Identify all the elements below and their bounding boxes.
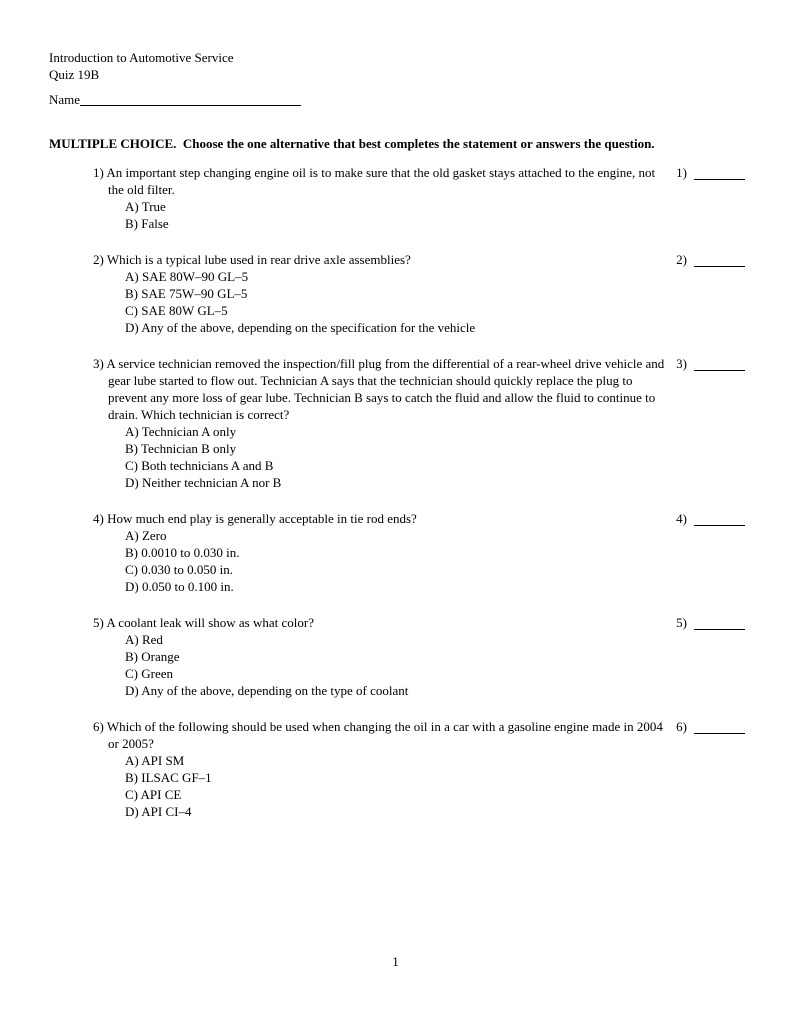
answer-number: 6) (676, 719, 687, 734)
question-number: 2) (93, 252, 104, 267)
question-block-5 (49, 614, 745, 699)
answer-number: 3) (676, 356, 687, 371)
question-main (93, 614, 671, 699)
choice-item: D) API CI–4 (125, 804, 192, 819)
answer-slot (676, 164, 745, 181)
choice-item: D) 0.050 to 0.100 in. (125, 579, 234, 594)
choice-item: A) True (125, 199, 166, 214)
name-row (49, 91, 745, 108)
choice-item: A) Red (125, 632, 163, 647)
name-label: Name (49, 92, 81, 107)
choice-item: B) 0.0010 to 0.030 in. (125, 545, 240, 560)
answer-slot (676, 251, 745, 268)
choice-item: A) Zero (125, 528, 167, 543)
question-text: A service technician removed the inspection/fill plug from the differential of a rear-wheel drive vehicle and gear lube started to flow out. Technician A says that the technician should quickly replace the plug to prevent any more loss of gear lube. Technician B says to catch the fluid and allow the fluid to continue to drain. Which technician is correct? (106, 356, 665, 422)
choice-item: C) 0.030 to 0.050 in. (125, 562, 233, 577)
question-head (93, 355, 671, 423)
answer-number: 1) (676, 165, 687, 180)
question-text: Which is a typical lube used in rear drive axle assemblies? (106, 252, 411, 267)
choice-item: A) Technician A only (125, 424, 237, 439)
section-instructions: MULTIPLE CHOICE. Choose the one alternative that best completes the statement or answers the question. (49, 136, 655, 151)
question-number: 3) (93, 356, 104, 371)
question-block-2 (49, 251, 745, 336)
choice-item: A) API SM (125, 753, 185, 768)
choice-item: B) False (125, 216, 169, 231)
answer-slot (676, 355, 745, 372)
answer-blank-line (694, 170, 745, 180)
question-text: An important step changing engine oil is to make sure that the old gasket stays attached to the engine, not the old filter. (106, 165, 656, 197)
choice-item: C) Both technicians A and B (125, 458, 274, 473)
questions-list (49, 164, 745, 820)
question-head (93, 718, 671, 752)
question-main (93, 251, 671, 336)
name-blank-line (80, 94, 301, 106)
choice-item: C) API CE (125, 787, 182, 802)
question-block-3 (49, 355, 745, 491)
question-text: Which of the following should be used when changing the oil in a car with a gasoline engine made in 2004 or 2005? (106, 719, 663, 751)
choices-list (125, 198, 671, 232)
answer-number: 5) (676, 615, 687, 630)
question-head (93, 510, 671, 527)
answer-blank-line (694, 516, 745, 526)
choice-item: A) SAE 80W–90 GL–5 (125, 269, 249, 284)
answer-slot (676, 510, 745, 527)
choice-item: B) Technician B only (125, 441, 237, 456)
question-block-4 (49, 510, 745, 595)
question-main (93, 510, 671, 595)
question-main (93, 355, 671, 491)
choices-list (125, 527, 671, 595)
question-number: 4) (93, 511, 104, 526)
question-head (93, 164, 671, 198)
choices-list (125, 631, 671, 699)
choice-item: C) SAE 80W GL–5 (125, 303, 228, 318)
question-main (93, 164, 671, 232)
question-main (93, 718, 671, 820)
answer-slot (676, 718, 745, 735)
answer-blank-line (694, 257, 745, 267)
choices-list (125, 268, 671, 336)
course-title: Introduction to Automotive Service (49, 50, 234, 65)
choices-list (125, 423, 671, 491)
question-text: A coolant leak will show as what color? (106, 615, 314, 630)
choice-item: B) SAE 75W–90 GL–5 (125, 286, 248, 301)
answer-number: 4) (676, 511, 687, 526)
choices-list (125, 752, 671, 820)
question-number: 6) (93, 719, 104, 734)
answer-blank-line (694, 620, 745, 630)
choice-item: B) Orange (125, 649, 180, 664)
choice-item: D) Any of the above, depending on the type of coolant (125, 683, 409, 698)
question-number: 5) (93, 615, 104, 630)
quiz-number: Quiz 19B (49, 67, 100, 82)
answer-number: 2) (676, 252, 687, 267)
choice-item: D) Any of the above, depending on the specification for the vehicle (125, 320, 476, 335)
answer-blank-line (694, 361, 745, 371)
choice-item: B) ILSAC GF–1 (125, 770, 212, 785)
question-head (93, 614, 671, 631)
question-head (93, 251, 671, 268)
question-block-6 (49, 718, 745, 820)
choice-item: D) Neither technician A nor B (125, 475, 282, 490)
question-text: How much end play is generally acceptable in tie rod ends? (107, 511, 417, 526)
question-number: 1) (93, 165, 104, 180)
answer-slot (676, 614, 745, 631)
question-block-1 (49, 164, 745, 232)
page-number: 1 (392, 954, 399, 969)
answer-blank-line (694, 724, 745, 734)
choice-item: C) Green (125, 666, 174, 681)
